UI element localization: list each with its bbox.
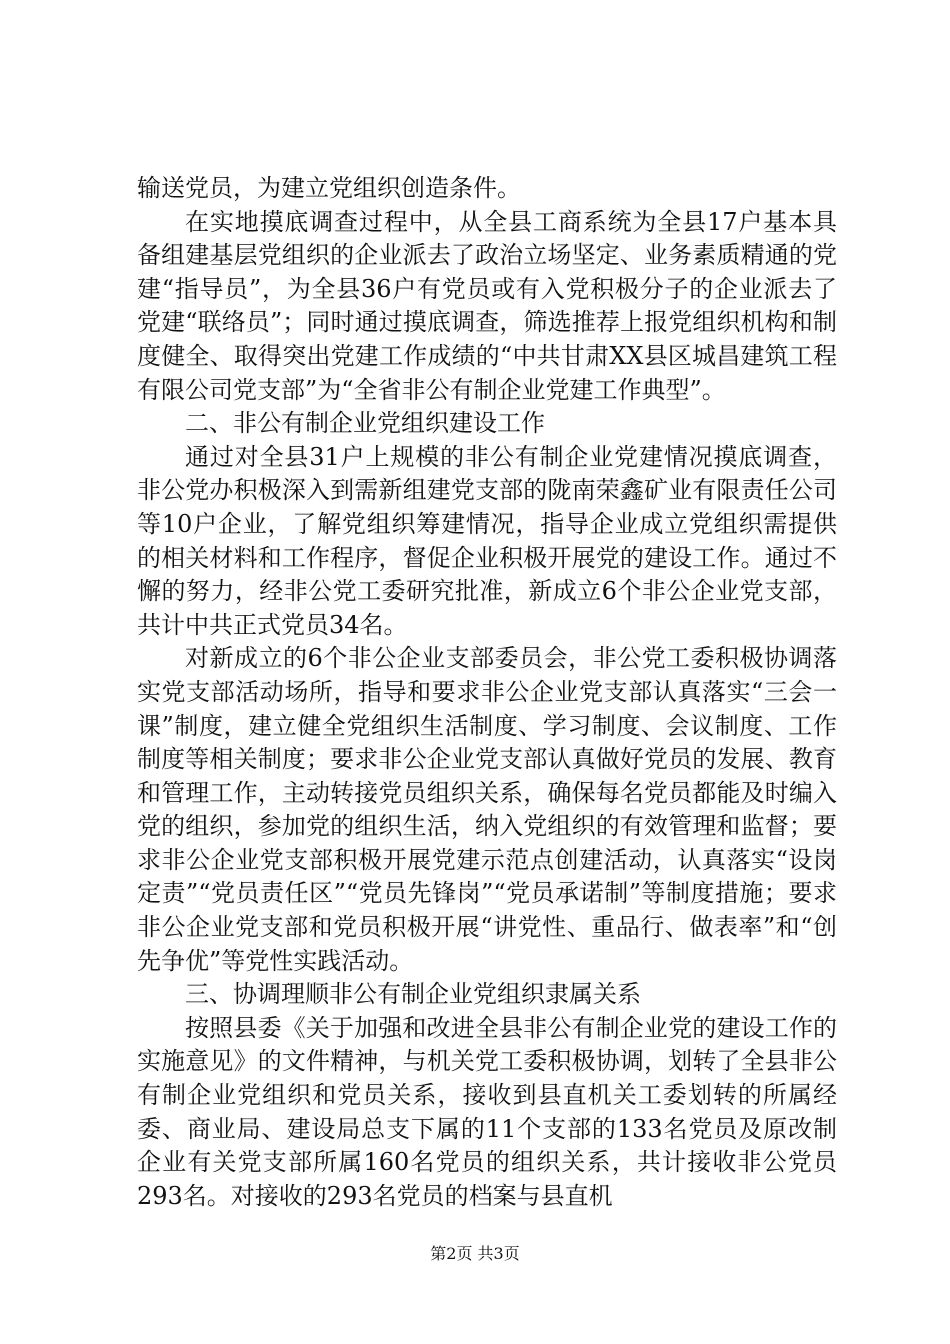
paragraph-4: 对新成立的6个非公企业支部委员会，非公党工委积极协调落实党支部活动场所，指导和要求非公企业党支部认真落实“三会一课”制度，建立健全党组织生活制度、学习制度、会议制度、工作制度等相关制度；要求非公企业党支部认真做好党员的发展、教育和管理工作，主动转接党员组织关系，确保每名党员都能及时编入党的组织，参加党的组织生活，纳入党组织的有效管理和监督；要求非公企业党支部积极开展党建示范点创建活动，认真落实“设岗定责”“党员责任区”“党员先锋岗”“党员承诺制”等制度措施；要求非公企业党支部和党员积极开展“讲党性、重品行、做表率”和“创先争优”等党性实践活动。 bbox=[137, 644, 837, 975]
paragraph-1: 输送党员，为建立党组织创造条件。 bbox=[137, 174, 521, 202]
section-heading-2: 二、非公有制企业党组织建设工作 bbox=[185, 409, 545, 438]
paragraph-2: 在实地摸底调查过程中，从全县工商系统为全县17户基本具备组建基层党组织的企业派去了政治立场坚定、业务素质精通的党建“指导员”，为全县36户有党员或有入党积极分子的企业派去了党建“联络员”；同时通过摸底调查，筛选推荐上报党组织机构和制度健全、取得突出党建工作成绩的“中共甘肃XX县区城昌建筑工程有限公司党支部”为“全省非公有制企业党建工作典型”。 bbox=[137, 207, 837, 404]
page-footer: 第2页 共3页 bbox=[430, 1244, 520, 1263]
section-heading-3: 三、协调理顺非公有制企业党组织隶属关系 bbox=[185, 980, 641, 1009]
document-body bbox=[137, 172, 837, 1213]
paragraph-5: 按照县委《关于加强和改进全县非公有制企业党的建设工作的实施意见》的文件精神，与机关党工委积极协调，划转了全县非公有制企业党组织和党员关系，接收到县直机关工委划转的所属经委、商业局、建设局总支下属的11个支部的133名党员及原改制企业有关党支部所属160名党员的组织关系，共计接收非公党员293名。对接收的293名党员的档案与县直机 bbox=[137, 1013, 837, 1210]
paragraph-3: 通过对全县31户上规模的非公有制企业党建情况摸底调查，非公党办积极深入到需新组建党支部的陇南荣鑫矿业有限责任公司等10户企业，了解党组织筹建情况，指导企业成立党组织需提供的相关材料和工作程序，督促企业积极开展党的建设工作。通过不懈的努力，经非公党工委研究批准，新成立6个非公企业党支部，共计中共正式党员34名。 bbox=[137, 442, 837, 639]
